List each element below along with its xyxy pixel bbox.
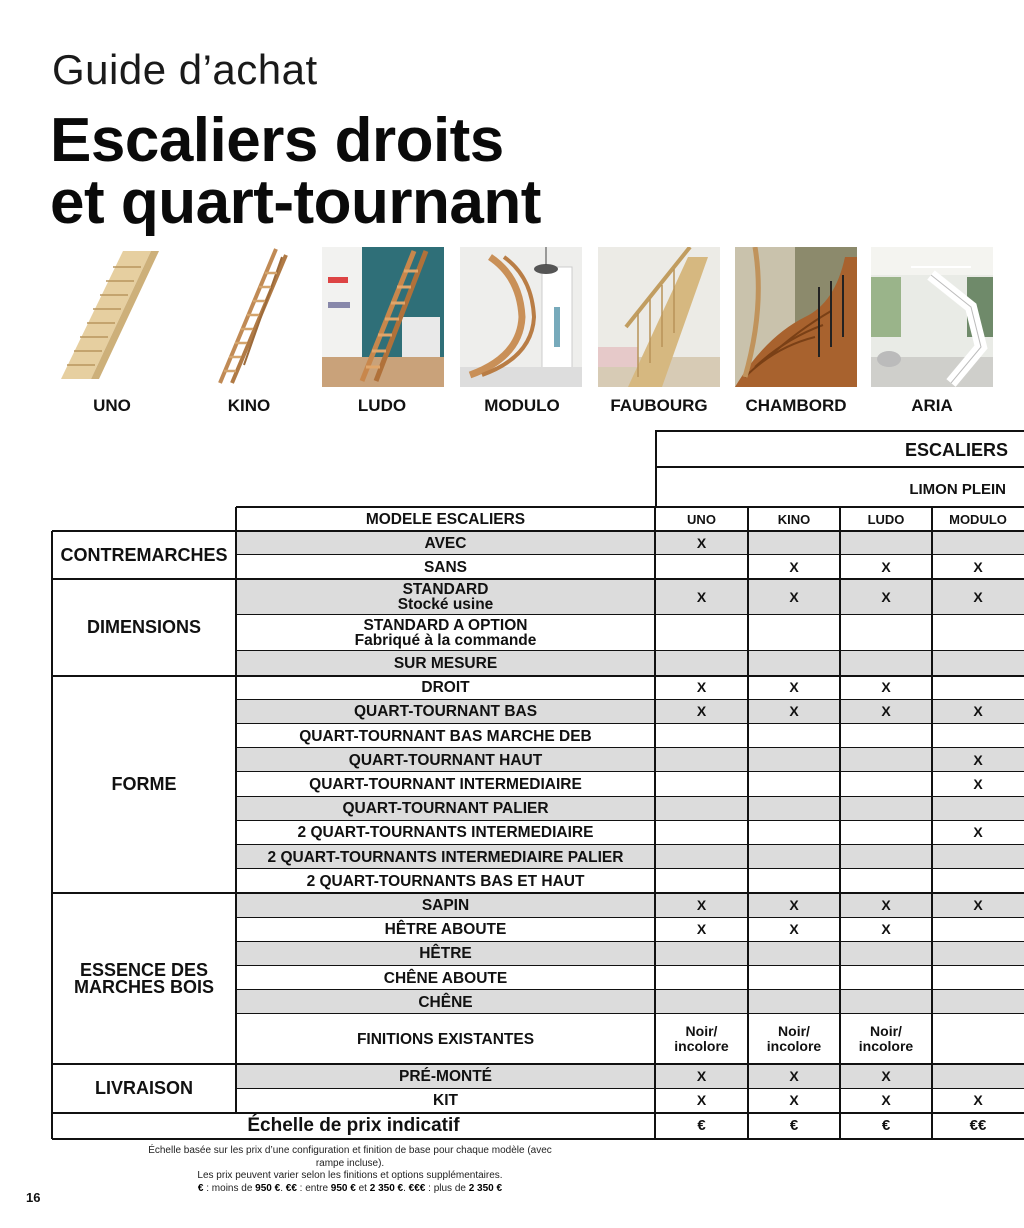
- row-label-text: CHÊNE: [418, 993, 473, 1011]
- table-cell-uno: [655, 615, 748, 651]
- column-border: [931, 507, 933, 1139]
- table-cell-ludo: [840, 748, 932, 772]
- table-row-label: [236, 651, 655, 675]
- column-header-modulo: MODULO: [949, 511, 1007, 527]
- footnote-text: et: [355, 1182, 370, 1194]
- table-row-label: [236, 966, 655, 990]
- table-cell-uno: [655, 845, 748, 869]
- model-label-aria: ARIA: [911, 396, 953, 415]
- table-cell-modulo: [932, 676, 1024, 700]
- table-cell-uno: [655, 966, 748, 990]
- footnote-text: : entre: [296, 1182, 331, 1194]
- category-top-line: [52, 1063, 1024, 1065]
- table-cell-uno: X: [655, 893, 748, 917]
- table-row-label: [236, 700, 655, 724]
- table-cell-ludo: X: [840, 918, 932, 942]
- row-label-text: KIT: [433, 1092, 458, 1110]
- row-label-text: CHÊNE ABOUTE: [383, 969, 508, 987]
- table-cell-ludo: [840, 821, 932, 845]
- table-cell-uno: X: [655, 676, 748, 700]
- kino-staircase-image: [188, 247, 310, 387]
- footnote-text: .: [403, 1182, 409, 1194]
- model-label-chambord: CHAMBORD: [745, 396, 847, 415]
- price-tier-uno: €: [697, 1117, 706, 1135]
- row-label-text: QUART-TOURNANT BAS: [353, 703, 538, 721]
- table-row-label: [236, 724, 655, 748]
- price-value: 950 €: [255, 1182, 281, 1194]
- table-cell-modulo: [932, 918, 1024, 942]
- table-cell-modulo: [932, 531, 1024, 555]
- table-cell-ludo: [840, 615, 932, 651]
- price-tier-modulo: €€: [969, 1117, 987, 1135]
- category-label: ESSENCE DES MARCHES BOIS: [73, 959, 214, 997]
- table-cell-kino: [748, 869, 840, 893]
- row-label-text: SANS: [423, 558, 468, 576]
- page-number: 16: [26, 1190, 41, 1205]
- page-title: [50, 106, 541, 237]
- table-cell-ludo: [840, 942, 932, 966]
- table-cell-modulo: [932, 1014, 1024, 1064]
- table-cell-modulo: [932, 651, 1024, 675]
- table-cell-modulo: [932, 990, 1024, 1014]
- label-column-border: [235, 507, 237, 1113]
- page-title-line-2: et quart-tournant: [50, 168, 541, 237]
- row-label-text: SUR MESURE: [393, 654, 498, 672]
- aria-staircase-image: [871, 247, 993, 387]
- table-row-label: [236, 821, 655, 845]
- table-cell-ludo: [840, 651, 932, 675]
- footnote-line-1: Échelle basée sur les prix d’une configuration et finition de base pour chaque modèle (avec rampe incluse).: [148, 1145, 552, 1169]
- table-left-border: [51, 531, 53, 1139]
- table-cell-modulo: [932, 1064, 1024, 1088]
- column-header-uno: UNO: [687, 511, 716, 527]
- price-value: 2 350 €: [468, 1182, 503, 1194]
- table-cell-modulo: X: [932, 748, 1024, 772]
- category-top-line: [52, 578, 1024, 580]
- column-header-kino: KINO: [777, 511, 811, 527]
- table-cell-uno: Noir/ incolore: [655, 1014, 748, 1064]
- table-cell-ludo: X: [840, 893, 932, 917]
- category-top-line: [52, 675, 1024, 677]
- table-cell-modulo: X: [932, 1089, 1024, 1113]
- table-row-label: [236, 893, 655, 917]
- category-label: CONTREMARCHES: [60, 544, 228, 565]
- table-cell-uno: X: [655, 579, 748, 615]
- table-row-label: [236, 676, 655, 700]
- row-label-text: FINITIONS EXISTANTES: [356, 1030, 535, 1048]
- table-cell-kino: [748, 531, 840, 555]
- row-label-text: DROIT: [421, 679, 470, 697]
- table-row-label: [236, 990, 655, 1014]
- price-value: 950 €: [330, 1182, 356, 1194]
- table-cell-kino: X: [748, 1089, 840, 1113]
- table-row-label: [236, 942, 655, 966]
- table-row-label: [236, 555, 655, 579]
- table-cell-uno: X: [655, 1089, 748, 1113]
- uno-staircase-image: [51, 247, 173, 387]
- table-row-label: [236, 845, 655, 869]
- table-top-line: [236, 506, 1024, 508]
- escaliers-title: ESCALIERS: [904, 440, 1008, 460]
- table-cell-ludo: X: [840, 555, 932, 579]
- table-cell-ludo: [840, 990, 932, 1014]
- column-border: [839, 507, 841, 1139]
- row-label-text: 2 QUART-TOURNANTS INTERMEDIAIRE: [297, 824, 594, 842]
- table-cell-ludo: [840, 797, 932, 821]
- row-label-text: HÊTRE: [419, 945, 472, 963]
- table-cell-kino: [748, 748, 840, 772]
- table-cell-kino: X: [748, 555, 840, 579]
- table-cell-kino: X: [748, 700, 840, 724]
- table-cell-modulo: X: [932, 893, 1024, 917]
- table-cell-kino: X: [748, 893, 840, 917]
- table-cell-kino: [748, 724, 840, 748]
- table-cell-kino: [748, 966, 840, 990]
- ludo-staircase-image: [322, 247, 444, 387]
- table-cell-uno: [655, 990, 748, 1014]
- row-sublabel-text: Fabriqué à la commande: [354, 632, 537, 650]
- table-cell-kino: [748, 821, 840, 845]
- table-cell-uno: [655, 748, 748, 772]
- table-cell-uno: [655, 797, 748, 821]
- table-cell-kino: [748, 651, 840, 675]
- table-row-label: [236, 797, 655, 821]
- table-row-label: [236, 1064, 655, 1088]
- table-cell-kino: [748, 797, 840, 821]
- footnote-line-2: Les prix peuvent varier selon les finitions et options supplémentaires.: [197, 1170, 503, 1181]
- table-cell-kino: X: [748, 1064, 840, 1088]
- table-cell-kino: [748, 772, 840, 796]
- table-cell-uno: [655, 651, 748, 675]
- table-cell-ludo: X: [840, 700, 932, 724]
- category-label: FORME: [111, 773, 177, 794]
- table-row-label: [236, 1014, 655, 1064]
- table-cell-modulo: [932, 724, 1024, 748]
- model-label-kino: KINO: [227, 396, 271, 415]
- model-label-ludo: LUDO: [357, 396, 407, 415]
- price-tier-ludo: €: [881, 1117, 891, 1135]
- table-cell-modulo: X: [932, 700, 1024, 724]
- table-cell-kino: [748, 942, 840, 966]
- row-label-text: 2 QUART-TOURNANTS BAS ET HAUT: [306, 872, 585, 890]
- model-label-faubourg: FAUBOURG: [610, 396, 708, 415]
- footnote-text: : moins de: [203, 1182, 256, 1194]
- table-bottom-line: [52, 1138, 1024, 1140]
- row-sublabel-text: Stocké usine: [397, 596, 494, 614]
- table-cell-ludo: X: [840, 1089, 932, 1113]
- table-cell-ludo: [840, 772, 932, 796]
- table-cell-modulo: [932, 966, 1024, 990]
- table-cell-ludo: [840, 845, 932, 869]
- table-cell-kino: [748, 845, 840, 869]
- table-cell-ludo: X: [840, 579, 932, 615]
- price-tier-kino: €: [789, 1117, 799, 1135]
- table-cell-ludo: X: [840, 676, 932, 700]
- model-label-modulo: MODULO: [484, 396, 560, 415]
- price-value: 2 350 €: [369, 1182, 404, 1194]
- table-cell-ludo: [840, 966, 932, 990]
- column-border: [654, 507, 656, 1139]
- price-footnote: [140, 1145, 560, 1195]
- table-cell-ludo: [840, 869, 932, 893]
- table-cell-uno: [655, 772, 748, 796]
- category-label: LIVRAISON: [94, 1078, 193, 1099]
- row-label-text: PRÉ-MONTÉ: [399, 1067, 492, 1085]
- row-label-text: QUART-TOURNANT PALIER: [342, 800, 549, 818]
- category-top-line: [52, 892, 1024, 894]
- modulo-staircase-image: [460, 247, 582, 387]
- table-cell-modulo: [932, 869, 1024, 893]
- category-label: DIMENSIONS: [86, 616, 201, 637]
- row-label-text: QUART-TOURNANT INTERMEDIAIRE: [309, 775, 582, 793]
- row-label-text: QUART-TOURNANT HAUT: [348, 751, 543, 769]
- table-row-label: [236, 1089, 655, 1113]
- table-row-label: [236, 531, 655, 555]
- limon-plein-title: LIMON PLEIN: [909, 481, 1006, 498]
- footnote-text: .: [280, 1182, 286, 1194]
- table-row-label: [236, 579, 655, 615]
- table-cell-uno: X: [655, 918, 748, 942]
- model-label-uno: UNO: [93, 396, 131, 415]
- price-tier-3: €€€: [408, 1182, 426, 1194]
- row-label-text: SAPIN: [421, 896, 470, 914]
- table-cell-kino: X: [748, 579, 840, 615]
- table-cell-uno: [655, 942, 748, 966]
- table-cell-modulo: [932, 845, 1024, 869]
- table-cell-uno: [655, 724, 748, 748]
- row-label-text: 2 QUART-TOURNANTS INTERMEDIAIRE PALIER: [267, 848, 624, 866]
- table-cell-modulo: X: [932, 821, 1024, 845]
- table-row-label: [236, 869, 655, 893]
- table-row-label: [236, 748, 655, 772]
- price-tier-2: €€: [285, 1182, 297, 1194]
- table-cell-ludo: Noir/ incolore: [840, 1014, 932, 1064]
- table-cell-ludo: [840, 531, 932, 555]
- table-cell-kino: X: [748, 676, 840, 700]
- price-scale-label: Échelle de prix indicatif: [247, 1115, 460, 1137]
- price-tier-1: €: [197, 1182, 204, 1194]
- table-cell-uno: [655, 555, 748, 579]
- column-border: [747, 507, 749, 1139]
- table-cell-uno: X: [655, 1064, 748, 1088]
- category-top-line: [52, 530, 1024, 532]
- table-cell-kino: Noir/ incolore: [748, 1014, 840, 1064]
- model-header-label: MODELE ESCALIERS: [365, 510, 526, 528]
- row-label-text: STANDARD A OPTION: [363, 617, 528, 635]
- table-cell-uno: [655, 869, 748, 893]
- table-cell-modulo: [932, 942, 1024, 966]
- row-label-text: QUART-TOURNANT BAS MARCHE DEB: [299, 727, 592, 745]
- table-row-label: [236, 772, 655, 796]
- row-label-text: AVEC: [424, 534, 467, 552]
- row-label-text: HÊTRE ABOUTE: [384, 921, 507, 939]
- chambord-staircase-image: [735, 247, 857, 387]
- table-cell-uno: X: [655, 531, 748, 555]
- table-cell-modulo: [932, 797, 1024, 821]
- table-cell-ludo: [840, 724, 932, 748]
- table-cell-ludo: X: [840, 1064, 932, 1088]
- table-row-label: [236, 615, 655, 651]
- model-gallery: [0, 247, 1024, 422]
- table-row-label: [236, 918, 655, 942]
- page-title-line-1: Escaliers droits: [50, 106, 504, 175]
- footnote-text: : plus de: [425, 1182, 469, 1194]
- table-cell-uno: [655, 821, 748, 845]
- table-cell-modulo: X: [932, 772, 1024, 796]
- row-label-text: STANDARD: [402, 581, 489, 599]
- column-header-ludo: LUDO: [867, 511, 905, 527]
- table-cell-uno: X: [655, 700, 748, 724]
- table-cell-kino: [748, 990, 840, 1014]
- table-cell-modulo: X: [932, 555, 1024, 579]
- guide-kicker: Guide d’achat: [52, 46, 318, 93]
- faubourg-staircase-image: [598, 247, 720, 387]
- table-cell-kino: [748, 615, 840, 651]
- table-cell-modulo: [932, 615, 1024, 651]
- table-cell-modulo: X: [932, 579, 1024, 615]
- table-cell-kino: X: [748, 918, 840, 942]
- footnote-line-3: [140, 1183, 560, 1196]
